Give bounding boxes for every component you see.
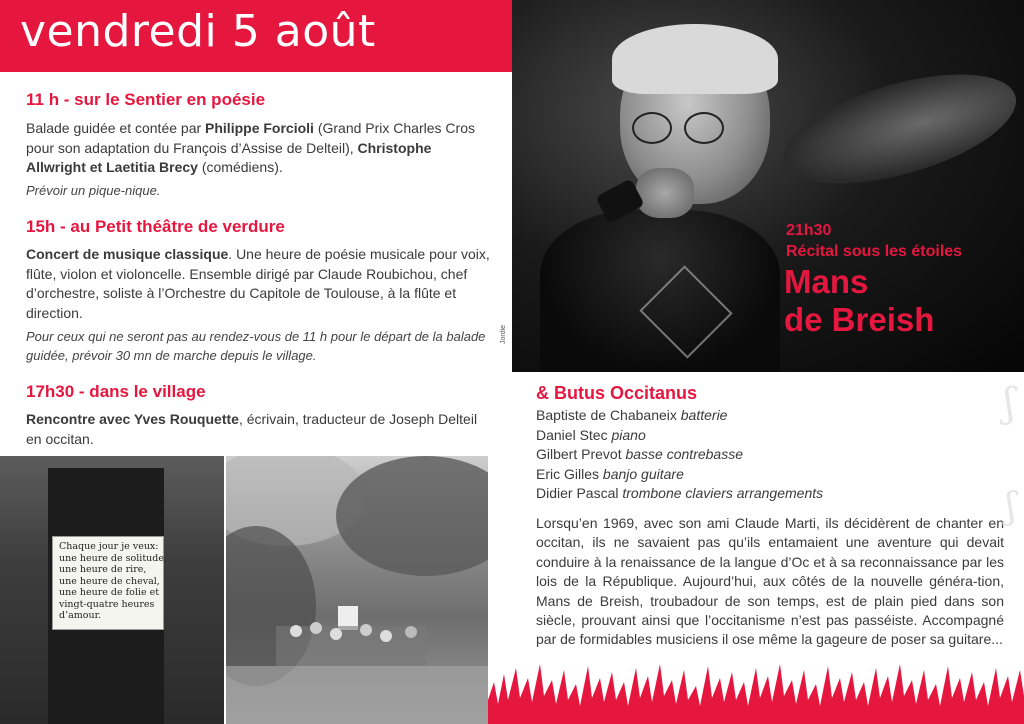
poem-plaque: Chaque jour je veux: une heure de solitude, une heure de rire, une heure de cheval, une heure de folie et vingt-quatre heures d’amour.	[52, 536, 164, 630]
glasses-left	[632, 112, 672, 144]
glasses-right	[684, 112, 724, 144]
section-title-village: 17h30 - dans le village	[26, 382, 206, 401]
section-note-theatre: Pour ceux qui ne seront pas au rendez-vous de 11 h pour le départ de la balade guidée, prévoir 30 mn de marche depuis le village.	[26, 329, 486, 363]
section-note-sentier: Prévoir un pique-nique.	[26, 183, 161, 198]
red-grass-decoration	[488, 660, 1024, 724]
section-title-theatre: 15h - au Petit théâtre de verdure	[26, 217, 285, 236]
section-body-village: Rencontre avec Yves Rouquette, écrivain, traducteur de Joseph Delteil en occitan.	[26, 411, 478, 447]
photo-credit: Jordie	[500, 324, 507, 344]
singer-hair	[612, 24, 778, 94]
musician-item: Eric Gilles banjo guitare	[536, 465, 684, 482]
crowd-illustration	[226, 456, 488, 724]
section-body-theatre: Concert de musique classique. Une heure de poésie musicale pour voix, flûte, violon et violoncelle. Ensemble dirigé par Claude Roubichou, chef d’orchestre, soliste à l’Orchestre du Capitole de Toulouse, à la flûte et direction.	[26, 246, 490, 321]
artist-bio: Lorsqu’en 1969, avec son ami Claude Marti, ils décidèrent de chanter en occitan, ils ne savaient pas qu’ils entamaient une aventure qui devait conduire à la renaissance de la langue d’Oc et à sa reconnaissance par les lois de la République. Aujourd’hui, aux côtés de la nouvelle généra-tion, Mans de Breish, troubadour de son temps, est de plain pied dans son siècle, prouvant ainsi que l’occitanisme n’est pas passéiste. Accompagné par de formidables musiciens il ose même la gageure de poser sa guitare...	[536, 515, 1004, 648]
section-body-sentier: Balade guidée et contée par Philippe Forcioli (Grand Prix Charles Cros pour son adaptation du François d’Assise de Delteil), Christophe Allwright et Laetitia Brecy (comédiens).	[26, 120, 475, 175]
photo-crowd-forest	[226, 456, 488, 724]
musician-item: Gilbert Prevot basse contrebasse	[536, 446, 744, 462]
musician-item: Daniel Stec piano	[536, 426, 646, 443]
section-title-sentier: 11 h - sur le Sentier en poésie	[26, 90, 266, 109]
decorative-flourish: ʃ	[1006, 486, 1016, 527]
musician-item: Baptiste de Chabaneix batterie	[536, 407, 728, 423]
band-title: & Butus Occitanus	[536, 383, 698, 403]
concert-time: 21h30	[786, 222, 832, 239]
page-title: vendredi 5 août	[20, 6, 376, 57]
artist-name-line2: de Breish	[784, 301, 935, 338]
artist-name-line1: Mans	[784, 263, 869, 300]
musician-list	[536, 406, 823, 504]
concert-subtitle: Récital sous les étoiles	[786, 243, 963, 260]
singer-hand	[636, 168, 694, 218]
musician-item: Didier Pascal trombone claviers arrangements	[536, 485, 824, 501]
decorative-flourish: ʃ	[1004, 380, 1015, 426]
